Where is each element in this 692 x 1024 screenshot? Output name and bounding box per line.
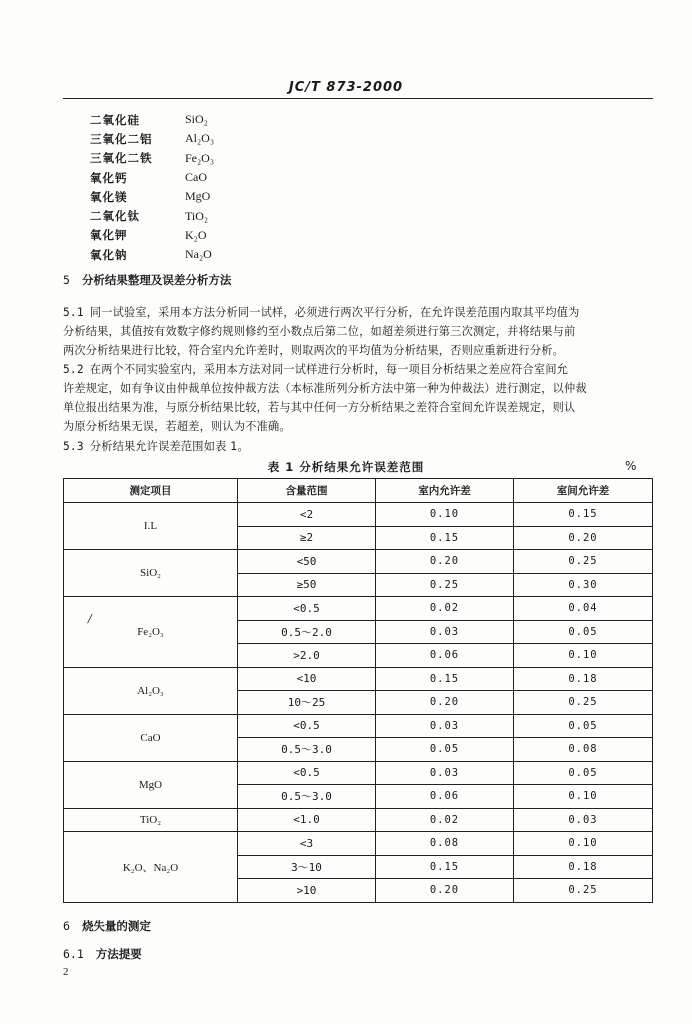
- range-cell: <10: [238, 667, 376, 691]
- oxide-name: 三氧化二铝: [90, 131, 153, 146]
- intra-lab-cell: 0.06: [376, 644, 514, 668]
- inter-lab-cell: 0.05: [514, 714, 653, 738]
- oxide-row: [90, 129, 214, 148]
- oxide-row: [90, 187, 214, 206]
- inter-lab-cell: 0.04: [514, 597, 653, 621]
- intra-lab-cell: 0.15: [376, 855, 514, 879]
- oxide-name: 氧化钾: [90, 228, 128, 243]
- intra-lab-cell: 0.20: [376, 691, 514, 715]
- range-cell: 3～10: [238, 855, 376, 879]
- table-row: [64, 761, 653, 785]
- table-unit: %: [625, 459, 637, 473]
- intra-lab-cell: 0.03: [376, 761, 514, 785]
- clause-number: 5.3: [63, 440, 84, 453]
- table-row: [64, 550, 653, 574]
- para-text: 在两个不同实验室内，采用本方法对同一试样进行分析时，每一项目分析结果之差应符合室间允: [89, 363, 569, 376]
- page-number: 2: [63, 966, 69, 978]
- oxide-formula: TiO₂: [185, 208, 209, 223]
- table-header-row: [64, 479, 653, 503]
- range-cell: <1.0: [238, 808, 376, 832]
- item-cell: MgO: [64, 761, 238, 808]
- table-title: 表 1 分析结果允许误差范围: [267, 460, 425, 474]
- intra-lab-cell: 0.25: [376, 573, 514, 597]
- inter-lab-cell: 0.25: [514, 550, 653, 574]
- inter-lab-cell: 0.03: [514, 808, 653, 832]
- intra-lab-cell: 0.06: [376, 785, 514, 809]
- para-text: 同一试验室，采用本方法分析同一试样，必须进行两次平行分析，在允许误差范围内取其平均值为: [89, 306, 580, 319]
- intra-lab-cell: 0.20: [376, 879, 514, 903]
- para-line: [63, 303, 653, 322]
- clause-number: 5.2: [63, 363, 84, 376]
- paragraph-5-3: [63, 437, 653, 456]
- item-cell: Al₂O₃: [64, 667, 238, 714]
- item-cell: CaO: [64, 714, 238, 761]
- para-line: 分析结果，其值按有效数字修约规则修约至小数点后第二位，如超差须进行第三次测定，并将结果与前: [63, 325, 576, 338]
- item-cell: SiO₂: [64, 550, 238, 597]
- range-cell: <50: [238, 550, 376, 574]
- para-line: [63, 360, 653, 379]
- para-line: 许差规定，如有争议由仲裁单位按仲裁方法（本标准所列分析方法中第一种为仲裁法）进行测定，以仲裁: [63, 382, 587, 395]
- oxide-row: [90, 206, 214, 225]
- section-6-heading: [63, 918, 151, 934]
- oxide-formula: Na₂O: [185, 247, 212, 262]
- inter-lab-cell: 0.18: [514, 855, 653, 879]
- paragraph-5-2: [63, 360, 653, 436]
- inter-lab-cell: 0.25: [514, 879, 653, 903]
- section-5-heading: [63, 272, 231, 288]
- oxide-name: 氧化镁: [90, 189, 128, 204]
- item-cell: K₂O、Na₂O: [64, 832, 238, 903]
- oxide-formula: Fe₂O₃: [185, 150, 215, 165]
- oxide-formula: Al₂O₃: [185, 131, 215, 146]
- oxide-formula: K₂O: [185, 227, 207, 242]
- inter-lab-cell: 0.05: [514, 620, 653, 644]
- table-row: [64, 808, 653, 832]
- oxide-row: [90, 149, 214, 168]
- section-number: 6.1: [63, 947, 84, 961]
- inter-lab-cell: 0.25: [514, 691, 653, 715]
- column-header: 室间允许差: [514, 479, 653, 503]
- standard-number-header: JC/T 873-2000: [288, 80, 404, 95]
- intra-lab-cell: 0.03: [376, 714, 514, 738]
- oxide-name: 二氧化硅: [90, 112, 140, 127]
- section-title: 分析结果整理及误差分析方法: [81, 273, 232, 287]
- paragraph-5-1: [63, 303, 653, 360]
- inter-lab-cell: 0.30: [514, 573, 653, 597]
- para-line: 为原分析结果无误，若超差，则认为不准确。: [63, 420, 291, 433]
- intra-lab-cell: 0.02: [376, 808, 514, 832]
- intra-lab-cell: 0.10: [376, 503, 514, 527]
- header-rule: [63, 98, 653, 99]
- section-6-1-heading: [63, 946, 142, 962]
- oxide-formula: SiO₂: [185, 112, 208, 127]
- inter-lab-cell: 0.20: [514, 526, 653, 550]
- intra-lab-cell: 0.05: [376, 738, 514, 762]
- intra-lab-cell: 0.03: [376, 620, 514, 644]
- range-cell: 10～25: [238, 691, 376, 715]
- inter-lab-cell: 0.10: [514, 785, 653, 809]
- table-row: [64, 503, 653, 527]
- section-title: 烧失量的测定: [81, 919, 151, 933]
- results-table: [63, 478, 653, 903]
- column-header: 室内允许差: [376, 479, 514, 503]
- range-cell: 0.5～2.0: [238, 620, 376, 644]
- stray-mark: /: [88, 612, 92, 625]
- item-cell: I.L: [64, 503, 238, 550]
- oxide-row: [90, 226, 214, 245]
- oxide-name: 氧化钙: [90, 170, 128, 185]
- column-header: 含量范围: [238, 479, 376, 503]
- oxide-row: [90, 245, 214, 264]
- intra-lab-cell: 0.15: [376, 526, 514, 550]
- intra-lab-cell: 0.20: [376, 550, 514, 574]
- column-header: 测定项目: [64, 479, 238, 503]
- para-text: 分析结果允许误差范围如表 1。: [89, 440, 249, 453]
- oxide-name: 二氧化钛: [90, 209, 140, 224]
- inter-lab-cell: 0.10: [514, 832, 653, 856]
- intra-lab-cell: 0.08: [376, 832, 514, 856]
- table-row: [64, 597, 653, 621]
- range-cell: <0.5: [238, 761, 376, 785]
- oxide-list: [90, 110, 214, 264]
- table-row: [64, 667, 653, 691]
- section-number: 5: [63, 273, 70, 287]
- para-line: 单位报出结果为准，与原分析结果比较，若与其中任何一方分析结果之差符合室间允许误差规定，则认: [63, 401, 576, 414]
- inter-lab-cell: 0.18: [514, 667, 653, 691]
- range-cell: >10: [238, 879, 376, 903]
- table-row: [64, 832, 653, 856]
- range-cell: >2.0: [238, 644, 376, 668]
- section-title: 方法提要: [95, 947, 142, 961]
- item-cell: TiO₂: [64, 808, 238, 832]
- range-cell: <3: [238, 832, 376, 856]
- range-cell: ≥50: [238, 573, 376, 597]
- table-row: [64, 714, 653, 738]
- inter-lab-cell: 0.05: [514, 761, 653, 785]
- range-cell: <0.5: [238, 597, 376, 621]
- range-cell: <0.5: [238, 714, 376, 738]
- range-cell: 0.5～3.0: [238, 738, 376, 762]
- oxide-row: [90, 168, 214, 187]
- oxide-name: 三氧化二铁: [90, 151, 153, 166]
- oxide-row: [90, 110, 214, 129]
- para-line: 两次分析结果进行比较，符合室内允许差时，则取两次的平均值为分析结果，否则应重新进行分析。: [63, 344, 565, 357]
- intra-lab-cell: 0.15: [376, 667, 514, 691]
- item-cell: Fe₂O₃: [64, 597, 238, 668]
- inter-lab-cell: 0.10: [514, 644, 653, 668]
- inter-lab-cell: 0.15: [514, 503, 653, 527]
- range-cell: ≥2: [238, 526, 376, 550]
- oxide-formula: MgO: [185, 189, 211, 204]
- section-number: 6: [63, 919, 70, 933]
- range-cell: <2: [238, 503, 376, 527]
- intra-lab-cell: 0.02: [376, 597, 514, 621]
- inter-lab-cell: 0.08: [514, 738, 653, 762]
- oxide-name: 氧化钠: [90, 247, 128, 262]
- oxide-formula: CaO: [185, 170, 207, 185]
- clause-number: 5.1: [63, 306, 84, 319]
- range-cell: 0.5～3.0: [238, 785, 376, 809]
